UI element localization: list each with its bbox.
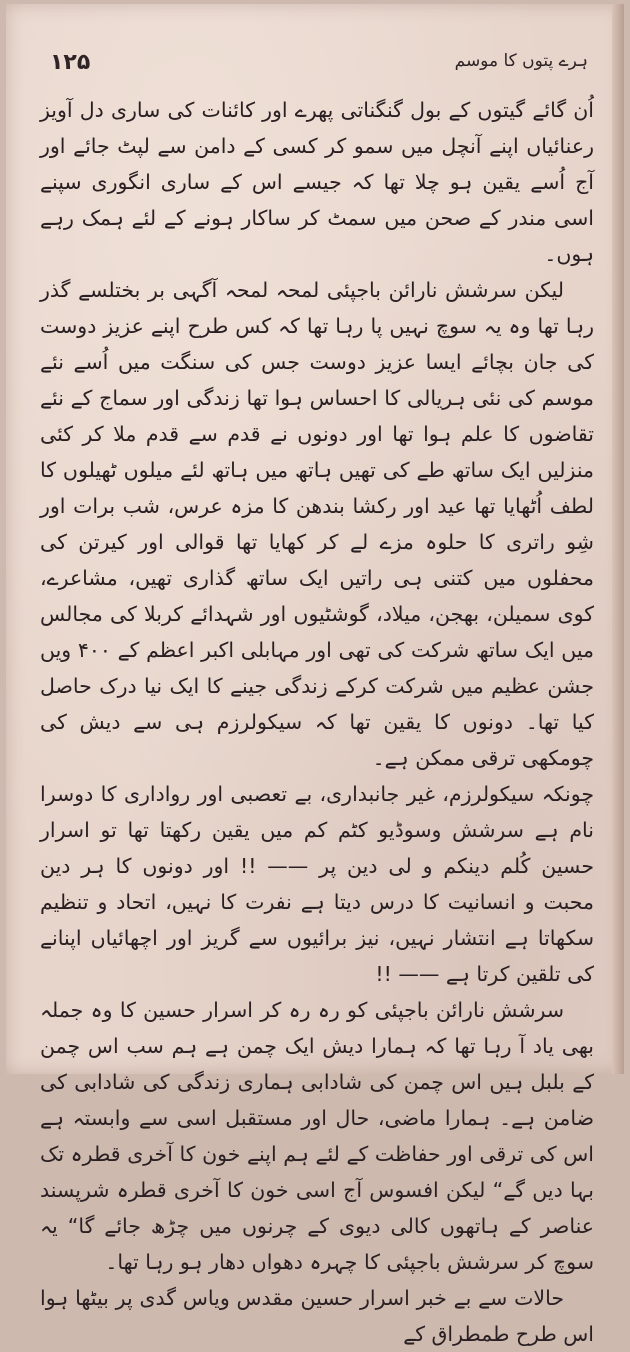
book-page	[6, 4, 624, 1346]
paragraph: سرشش نارائن باجپئی کو رہ رہ کر اسرار حسین کا وہ جملہ بھی یاد آ رہا تھا کہ ہمارا دیش ایک چمن ہے ہم سب اس چمن کے بلبل ہیں اس چمن کی شادابی ہماری زندگی کی شادابی کی ضامن ہے۔ ہمارا ماضی، حال اور مستقبل اسی سے وابستہ ہے اس کی ترقی اور حفاظت کے لئے ہم اپنے خون کا آخری قطرہ تک بہا دیں گے“ لیکن افسوس آج اسی خون کا آخری قطرہ شرپسند عناصر کے ہاتھوں کالی دیوی کے چرنوں میں چڑھ جائے گا“ یہ سوچ کر سرشش باجپئی کا چہرہ دھواں دھار ہو رہا تھا۔	[40, 998, 594, 1274]
page-number: ۱۲۵	[50, 50, 91, 75]
paragraph: لیکن سرشش نارائن باجپئی لمحہ لمحہ آگہی بر بختلسے گذر رہا تھا وہ یہ سوچ نہیں پا رہا تھا کہ کس طرح اپنے عزیز دوست کی جان بچائے ایسا عزیز دوست جس کی سنگت میں اُسے نئے موسم کی نئی ہریالی کا احساس ہوا تھا زندگی اور سماج کے نئے تقاضوں کا علم ہوا تھا اور دونوں نے قدم سے قدم ملا کر کئی منزلیں ایک ساتھ طے کی تھیں ہاتھ میں ہاتھ لئے میلوں ٹھیلوں کا لطف اُٹھایا تھا عید اور رکشا بندھن کا مزہ عرس، شب برات اور شِو راتری کا حلوہ مزے لے کر کھایا تھا قوالی اور کیرتن کی محفلوں میں کتنی ہی راتیں ایک ساتھ گذاری تھیں، مشاعرے، کوی سمیلن، بھجن، میلاد، گوشٹیوں اور شہدائے کربلا کی مجالس میں ایک ساتھ شرکت کی تھی اور مہابلی اکبر اعظم کے ۴۰۰ ویں جشن عظیم میں شرکت کرکے زندگی جینے کا ایک نیا درک حاصل کیا تھا۔ دونوں کا یقین تھا کہ سیکولرزم ہی سے دیش کی چومکھی ترقی ممکن ہے۔	[40, 278, 594, 770]
body-text	[40, 92, 594, 1352]
page-edge	[612, 4, 624, 1074]
paragraph: اُن گائے گیتوں کے بول گنگناتی پھرے اور کائنات کی ساری دل آویز رعنائیاں اپنے آنچل میں سمو کر کسی کے دامن سے لپٹ جائے اور آج اُسے یقین ہو چلا تھا کہ جیسے اس کے ساری انگوری سپنے اسی مندر کے صحن میں سمٹ کر ساکار ہونے کے لئے ہمک رہے ہوں۔	[40, 98, 594, 266]
paragraph: حالات سے بے خبر اسرار حسین مقدس ویاس گدی پر بیٹھا ہوا اس طرح طمطراق کے	[40, 1286, 594, 1346]
running-title: ہرے پتوں کا موسم	[454, 51, 588, 71]
paragraph: چونکہ سیکولرزم، غیر جانبداری، بے تعصبی اور رواداری کا دوسرا نام ہے سرشش وسوڈیو کٹم کم میں یقین رکھتا تھا تو اسرار حسین کُلم دینکم و لی دین پر —— !! اور دونوں کا ہر دین محبت و انسانیت کا درس دیتا ہے نفرت کا نہیں، اتحاد و تنظیم سکھاتا ہے انتشار نہیں، نیز برائیوں سے گریز اور اچھائیاں اپنانے کی تلقین کرتا ہے —— !!	[40, 782, 594, 986]
